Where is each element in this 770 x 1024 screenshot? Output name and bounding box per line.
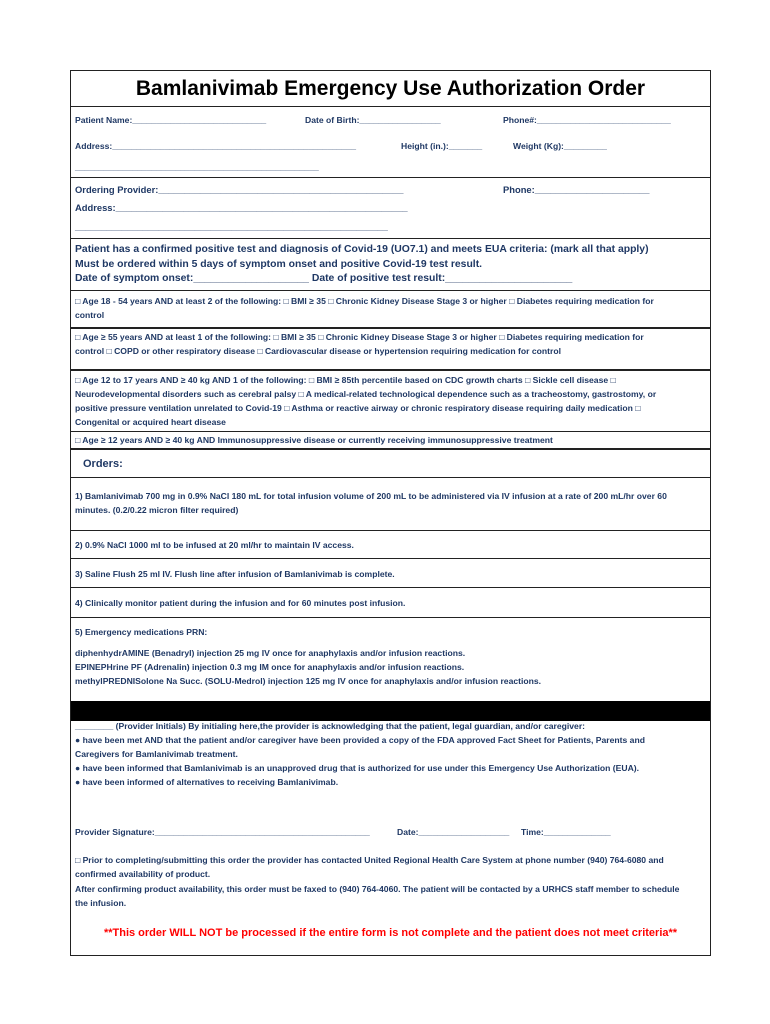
divider bbox=[71, 617, 710, 618]
order-3: 3) Saline Flush 25 ml IV. Flush line after infusion of Bamlanivimab is complete. bbox=[75, 569, 395, 579]
divider bbox=[71, 290, 710, 291]
page-title: Bamlanivimab Emergency Use Authorization Order bbox=[71, 71, 710, 107]
criteria-intro-line: Patient has a confirmed positive test and diagnosis of Covid-19 (UO7.1) and meets EUA criteria: (mark all that apply) bbox=[75, 244, 649, 255]
provider-signature-field[interactable]: Provider Signature:_____________________________________________ bbox=[75, 827, 370, 837]
criteria-line[interactable]: □ Age ≥ 55 years AND at least 1 of the following: □ BMI ≥ 35 □ Chronic Kidney Disease Stage 3 or higher □ Diabetes requiring medication for bbox=[75, 332, 644, 342]
patient-address-line2[interactable]: ___________________________________________________ bbox=[75, 162, 319, 172]
footer-line: confirmed availability of product. bbox=[75, 869, 211, 879]
section-bar bbox=[71, 701, 710, 721]
order-line: minutes. (0.2/0.22 micron filter required) bbox=[75, 505, 239, 515]
criteria-line[interactable]: Neurodevelopmental disorders such as cerebral palsy □ A medical-related technological dependence such as a tracheostomy, gastrostomy, or bbox=[75, 389, 657, 399]
order-2: 2) 0.9% NaCl 1000 ml to be infused at 20 ml/hr to maintain IV access. bbox=[75, 540, 354, 550]
acknowledge-line: Caregivers for Bamlanivimab treatment. bbox=[75, 749, 238, 759]
patient-phone-field[interactable]: Phone#:____________________________ bbox=[503, 115, 671, 125]
order-form bbox=[70, 70, 711, 956]
acknowledge-line: ● have been met AND that the patient and/or caregiver have been provided a copy of the FDA approved Fact Sheet for Patients, Parents and bbox=[75, 735, 645, 745]
date-of-birth-field[interactable]: Date of Birth:_________________ bbox=[305, 115, 441, 125]
divider bbox=[71, 369, 710, 371]
provider-address-line2[interactable]: ____________________________________________________________ bbox=[75, 221, 388, 232]
criteria-line: control bbox=[75, 310, 105, 320]
acknowledge-line: ● have been informed that Bamlanivimab is an unapproved drug that is authorized for use under this Emergency Use Authorization (EUA). bbox=[75, 763, 640, 773]
footer-line: After confirming product availability, this order must be faxed to (940) 764-4060. The patient will be contacted by a URHCS staff member to schedule bbox=[75, 884, 680, 894]
footer-line: the infusion. bbox=[75, 898, 127, 908]
emergency-med-benadryl: diphenhydrAMINE (Benadryl) injection 25 mg IV once for anaphylaxis and/or infusion reactions. bbox=[75, 648, 466, 658]
orders-heading: Orders: bbox=[83, 458, 123, 470]
criteria-line[interactable]: □ Age 18 - 54 years AND at least 2 of the following: □ BMI ≥ 35 □ Chronic Kidney Disease Stage 3 or higher □ Diabetes requiring medication for bbox=[75, 296, 654, 306]
ordering-provider-field[interactable]: Ordering Provider:_______________________________________________ bbox=[75, 184, 404, 195]
criteria-line[interactable]: control □ COPD or other respiratory disease □ Cardiovascular disease or hypertension requiring medication for control bbox=[75, 346, 562, 356]
acknowledge-line: ● have been informed of alternatives to receiving Bamlanivimab. bbox=[75, 777, 339, 787]
divider bbox=[71, 530, 710, 531]
criteria-line[interactable]: positive pressure ventilation unrelated to Covid-19 □ Asthma or reactive airway or chronic respiratory disease requiring daily medication □ bbox=[75, 403, 641, 413]
warning-text: **This order WILL NOT be processed if the entire form is not complete and the patient does not meet criteria** bbox=[103, 927, 678, 939]
order-1 bbox=[75, 489, 705, 517]
height-field[interactable]: Height (in.):_______ bbox=[401, 141, 483, 151]
criteria-age-18-54[interactable] bbox=[75, 294, 705, 322]
divider bbox=[71, 558, 710, 559]
divider bbox=[71, 177, 710, 178]
divider bbox=[71, 327, 710, 329]
criteria-line[interactable]: □ Age 12 to 17 years AND ≥ 40 kg AND 1 of the following: □ BMI ≥ 85th percentile based on CDC growth charts □ Sickle cell disease □ bbox=[75, 375, 616, 385]
criteria-intro-line: Must be ordered within 5 days of symptom onset and positive Covid-19 test result. bbox=[75, 258, 483, 270]
criteria-immunosuppressed[interactable]: □ Age ≥ 12 years AND ≥ 40 kg AND Immunosuppressive disease or currently receiving immunosuppressive treatment bbox=[75, 435, 553, 445]
provider-address-field[interactable]: Address:________________________________________________________ bbox=[75, 202, 408, 213]
criteria-line[interactable]: Congenital or acquired heart disease bbox=[75, 417, 226, 427]
criteria-age-55-plus[interactable] bbox=[75, 330, 705, 358]
patient-name-field[interactable]: Patient Name:____________________________ bbox=[75, 115, 267, 125]
signature-date-field[interactable]: Date:___________________ bbox=[397, 827, 510, 837]
order-4: 4) Clinically monitor patient during the infusion and for 60 minutes post infusion. bbox=[75, 598, 406, 608]
order-line: 1) Bamlanivimab 700 mg in 0.9% NaCl 180 mL for total infusion volume of 200 mL to be administered via IV infusion at a rate of 200 mL/hr over 60 bbox=[75, 491, 667, 501]
criteria-intro-line[interactable]: Date of symptom onset:____________________ Date of positive test result:______________________ bbox=[75, 273, 573, 285]
provider-phone-field[interactable]: Phone:______________________ bbox=[503, 184, 650, 195]
order-5: 5) Emergency medications PRN: bbox=[75, 627, 208, 637]
emergency-med-methylprednisolone: methylPREDNISolone Na Succ. (SOLU-Medrol) injection 125 mg IV once for anaphylaxis and/or infusion reactions. bbox=[75, 676, 542, 686]
divider bbox=[71, 477, 710, 478]
divider bbox=[71, 448, 710, 450]
emergency-med-epinephrine: EPINEPHrine PF (Adrenalin) injection 0.3 mg IM once for anaphylaxis and/or infusion reactions. bbox=[75, 662, 465, 672]
criteria-age-12-17[interactable] bbox=[75, 373, 705, 429]
availability-checkbox[interactable]: □ Prior to completing/submitting this order the provider has contacted United Regional Health Care System at phone number (940) 764-6080 and bbox=[75, 855, 664, 865]
signature-time-field[interactable]: Time:______________ bbox=[521, 827, 611, 837]
provider-initials-field[interactable]: ________ (Provider Initials) By initialing here,the provider is acknowledging that the patient, legal guardian, and/or caregiver: bbox=[75, 721, 586, 731]
patient-address-field[interactable]: Address:___________________________________________________ bbox=[75, 141, 357, 151]
divider bbox=[71, 587, 710, 588]
divider bbox=[71, 238, 710, 239]
criteria-intro bbox=[75, 243, 695, 287]
weight-field[interactable]: Weight (Kg):_________ bbox=[513, 141, 607, 151]
divider bbox=[71, 431, 710, 432]
